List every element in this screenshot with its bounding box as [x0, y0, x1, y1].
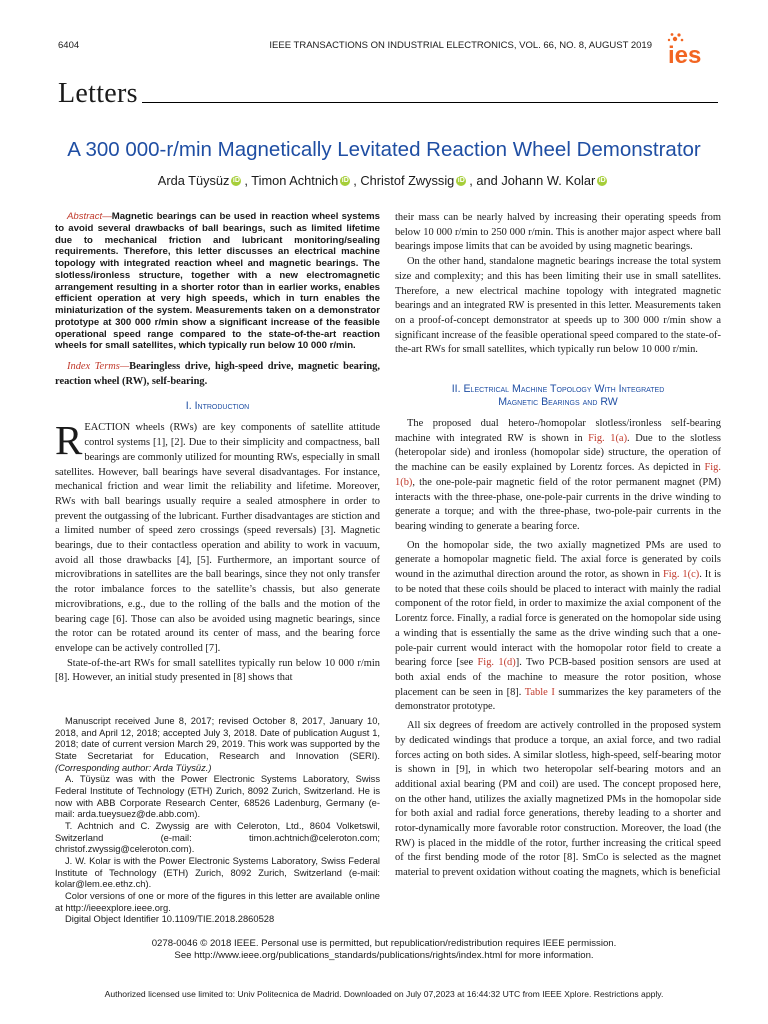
- text-run: . It is to be noted that these coils should be placed to interact with mainly the radial component of the rotor field, in order to maximize the axial component of the Lorentz force. Finally, a radial force is generated on the homopolar side using a winding that is essentially the same as the drive winding such that a one-pole-pair current would interact with the homopolar rotor field to create a bearing force [see: [395, 569, 721, 669]
- footnote: [55, 716, 380, 774]
- figure-link[interactable]: Fig. 1(b): [395, 462, 721, 488]
- footnote: Color versions of one or more of the figures in this letter are available online at http://ieeexplore.ieee.org.: [55, 890, 380, 913]
- section-rule: [142, 102, 718, 103]
- license-notice: Authorized licensed use limited to: Univ Politecnica de Madrid. Downloaded on July 07,2023 at 16:44:32 UTC from IEEE Xplore. Restrictions apply.: [104, 989, 664, 999]
- corresponding-author: (Corresponding author: Arda Tüysüz.): [55, 762, 212, 773]
- text-run: ]. Two PCB-based position sensors are used at both axial ends of the machine to measure the rotor position, whose placement can be seen in [8].: [395, 657, 722, 698]
- abstract-label: Abstract—: [67, 211, 112, 222]
- author-name: Arda Tüysüz: [157, 173, 230, 188]
- section-heading-topology: [395, 383, 721, 409]
- orcid-icon[interactable]: iD: [457, 177, 465, 184]
- orcid-icon[interactable]: iD: [232, 177, 240, 184]
- ies-logo-icon: [665, 30, 725, 70]
- table-link[interactable]: Table I: [524, 686, 555, 698]
- intro-text: EACTION wheels (RWs) are key components of satellite attitude control systems [1], [2]. Due to their simplicity and compactness, ball bearings are commonly utilized for mounting RWs, especially in small satellites. However, ball bearings have several disadvantages. For instance, mechanical friction and wear limit the reliability and lifetime. Moreover, RWs with ball bearings usually require a sealed atmosphere in order to prevent the outgassing of the lubricant. Further disadvantages are stiction and a limited number of speed zero crossings (speed reversals) [3]. Magnetic bearings, due to their contactless operation and ability to work in vacuum, avoid all those drawbacks [4], [5]. Furthermore, an important source of microvibrations in satellites are the ball bearings, since they not only transfer the rotor imbalance forces to the satellite’s chassis, but also generate microvibrations, e.g., due to the rolling of the balls and the motion of the bearing cage [6]. Those can also be avoided using magnetic bearings, since the rotor can be rotated around its center of mass, and the bearing force envelope can be actively controlled [7].: [55, 422, 380, 654]
- orcid-icon[interactable]: iD: [341, 177, 349, 184]
- text-run: The proposed dual hetero-/homopolar slotless/ironless self-bearing machine with integrated RW is shown in: [395, 418, 721, 444]
- section-heading: [58, 78, 718, 108]
- body-paragraph: All six degrees of freedom are actively controlled in the proposed system by dedicated windings that produce a torque, an axial force, and two radial forces acting on both sides. A similar slotless, high-speed, self-bearing motor is shown in [9], in which two heteropolar self-bearing motors and an additional axial bearing (PM and coil) are used. The concept proposed here, on the other hand, utilizes the axially magnetized PMs in the homopolar side for both axial and radial force generations, thereby leading to a shorter and rotor-dynamically more favorable rotor construction. Moreover, the load (the RW) is placed in the middle of the rotor, further increasing the critical speed of the first bending mode of the rotor [8]. SmCo is selected as the magnet material to prevent oxidation without coating the magnets, which is beneficial: [395, 720, 721, 879]
- page-number: 6404: [58, 40, 80, 51]
- footnotes: [55, 716, 380, 926]
- abstract-text: Magnetic bearings can be used in reaction wheel systems to avoid several drawbacks of ball bearings, such as limited lifetime due to mechanical friction and lubricant monitoring/sealing requirements. Therefore, this letter discusses an electrical machine topology with integrated reaction wheel and magnetic bearings. The slotless/ironless structure, together with a new electromagnetic arrangement resulting in a shorter rotor than in earlier works, enables efficient operation at very high speeds, which in turn enables the miniaturization of the system. Measurements taken on a demonstrator prototype at 300 000 r/min show a significant increase of the feasible operational speed range compared to the state-of-the-art reaction wheels for small satellites, which typically run below 10 000 r/min.: [55, 211, 380, 352]
- footnote: T. Achtnich and C. Zwyssig are with Celeroton, Ltd., 8604 Volketswil, Switzerland (e-mail: timon.achtnich@celeroton.com; christof.zwyssig@celeroton.com).: [55, 820, 380, 855]
- orcid-icon[interactable]: iD: [598, 177, 606, 184]
- intro-paragraph: State-of-the-art RWs for small satellites typically run below 10 000 r/min [8]. However, an initial study presented in [8] shows that: [55, 657, 380, 684]
- journal-name: IEEE TRANSACTIONS ON INDUSTRIAL ELECTRONICS, VOL. 66, NO. 8, AUGUST 2019: [269, 40, 652, 51]
- right-column: [395, 211, 721, 881]
- text-run: . Due to the slotless (heteropolar side) and ironless (homopolar side) structure, the operation of the machine can be easily explained by Lorentz forces. As depicted in: [395, 432, 721, 474]
- paper-title: A 300 000-r/min Magnetically Levitated Reaction Wheel Demonstrator: [67, 138, 701, 161]
- index-terms: [55, 360, 380, 389]
- index-terms-text: Bearingless drive, high-speed drive, magnetic bearing, reaction wheel (RW), self-bearing.: [55, 361, 380, 387]
- section-heading-line: II. Electrical Machine Topology With Integrated: [451, 383, 665, 396]
- drop-cap: R: [55, 417, 83, 464]
- author-list: Arda Tüysüz iD , Timon Achtnich iD , Christof Zwyssig iD , and Johann W. Kolar iD: [157, 173, 606, 188]
- abstract: [55, 211, 380, 352]
- footnote-text: Manuscript received June 8, 2017; revised October 8, 2017, January 10, 2018, and April 12, 2018; accepted July 3, 2018. Date of publication August 1, 2018; date of current version March 29, 2019. This work was supported by the State Secretariat for Education, Research and Innovation (SERI).: [55, 716, 380, 761]
- index-terms-label: Index Terms—: [67, 361, 130, 372]
- figure-link[interactable]: Fig. 1(d): [477, 657, 516, 669]
- copyright-link[interactable]: See http://www.ieee.org/publications_standards/publications/rights/index.html for more information.: [174, 950, 594, 961]
- author-name: Christof Zwyssig: [360, 173, 455, 188]
- logo-text: ies: [668, 42, 702, 69]
- body-paragraph: [395, 539, 721, 715]
- footnote: A. Tüysüz was with the Power Electronic Systems Laboratory, Swiss Federal Institute of Technology (ETH) Zurich, 8092 Zurich, Switzerland. He is now with ABB Corporate Research Center, 68526 Ladenburg, Germany (e-mail: arda.tueysuez@de.abb.com).: [55, 774, 380, 820]
- body-paragraph: their mass can be nearly halved by increasing their operating speeds from below 10 000 r/min to 250 000 r/min. This is another major aspect where ball bearings impose limits that can be avoided by using magnetic bearings.: [395, 212, 721, 253]
- figure-link[interactable]: Fig. 1(a): [588, 432, 628, 444]
- doi[interactable]: Digital Object Identifier 10.1109/TIE.2018.2860528: [65, 914, 275, 925]
- section-title: Letters: [58, 78, 138, 109]
- footnote: J. W. Kolar is with the Power Electronic Systems Laboratory, Swiss Federal Institute of Technology (ETH) Zurich, 8092 Zurich, Switzerland (e-mail: kolar@lem.ee.ethz.ch).: [55, 855, 380, 890]
- copyright-notice: [0, 938, 768, 962]
- ies-logo: [665, 30, 725, 70]
- section-heading-introduction: I. Introduction: [185, 400, 250, 413]
- left-column: [55, 211, 380, 686]
- author-name: Timon Achtnich: [251, 173, 339, 188]
- text-run: , the one-pole-pair magnetic field of the rotor permanent magnet (PM) interacts with the three-phase, one-pole-pair currents in the drive winding to generate a torque; and with the three-phase, two-pole-pair currents in the bearing winding to generate a bearing force.: [395, 476, 721, 532]
- text-run: summarizes the key parameters of the demonstrator prototype.: [395, 686, 722, 713]
- section-heading-line: Magnetic Bearings and RW: [498, 396, 618, 409]
- copyright-line: 0278-0046 © 2018 IEEE. Personal use is permitted, but republication/redistribution requires IEEE permission.: [151, 938, 617, 949]
- text-run: On the homopolar side, the two axially magnetized PMs are used to generate a homopolar magnetic field. The axial force is generated by coils wound in the azimuthal direction around the rotor, as shown in: [395, 539, 721, 581]
- figure-link[interactable]: Fig. 1(c): [662, 569, 700, 581]
- body-paragraph: On the other hand, standalone magnetic bearings increase the total system size and complexity; and this has been limiting their use in small satellites. Therefore, a new electrical machine topology with integrated magnetic bearings and an integrated RW is presented in this letter. Measurements taken on a proof-of-concept demonstrator at speeds up to 300 000 r/min show a significant increase of the feasible operational speed compared to the state-of-the-art RWs for small satellites, which typically run below 10 000 r/min.: [395, 256, 721, 356]
- author-name: and Johann W. Kolar: [476, 173, 596, 188]
- body-paragraph: [395, 417, 721, 535]
- intro-paragraph: [55, 417, 380, 656]
